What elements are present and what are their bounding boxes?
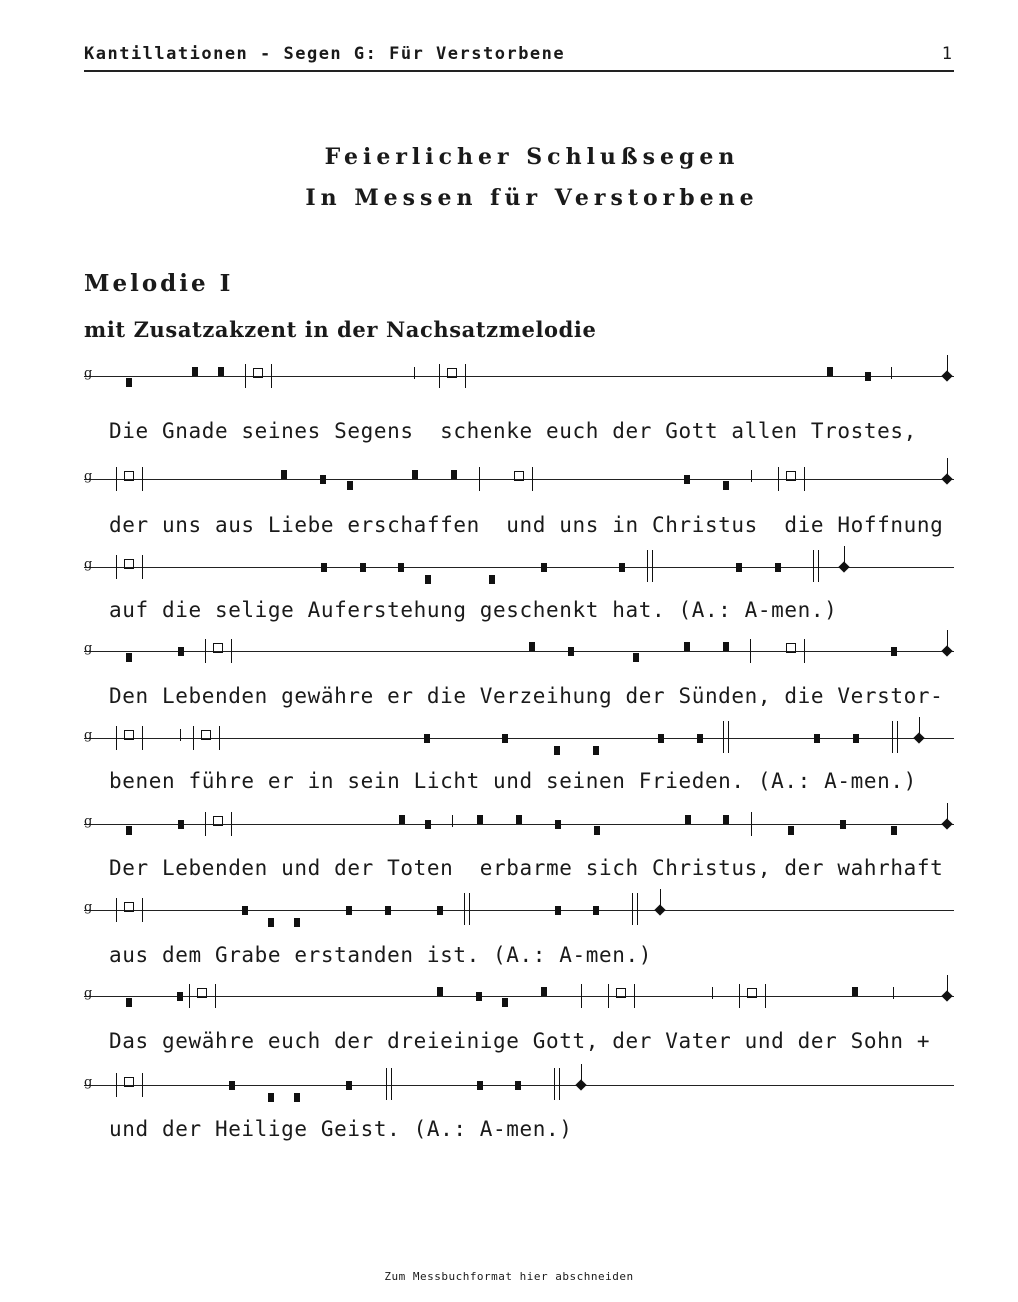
recitation-bar xyxy=(205,639,206,663)
chant-note xyxy=(477,815,483,824)
chant-note xyxy=(477,1081,483,1090)
recitation-bar xyxy=(193,726,194,750)
recitation-tone-square xyxy=(124,902,134,912)
chant-staff-4 xyxy=(84,640,954,664)
final-diamond-note xyxy=(838,561,849,572)
recitation-bar xyxy=(231,639,232,663)
recitation-bar xyxy=(479,467,480,491)
recitation-tone-square xyxy=(124,471,134,481)
clef-symbol: g xyxy=(84,728,93,743)
chant-note xyxy=(633,653,639,662)
accent-tick xyxy=(751,470,752,482)
clef-symbol: g xyxy=(84,557,93,572)
running-header-title: Kantillationen - Segen G: Für Verstorbene xyxy=(84,44,566,64)
final-diamond-note xyxy=(941,473,952,484)
chant-note xyxy=(412,470,418,479)
cut-instruction-footer: Zum Messbuchformat hier abschneiden xyxy=(384,1270,634,1283)
chant-note xyxy=(891,647,897,656)
chant-note xyxy=(619,563,625,572)
chant-note xyxy=(684,642,690,651)
recitation-bar xyxy=(231,812,232,836)
staff-line xyxy=(84,376,954,377)
recitation-bar xyxy=(765,984,766,1008)
chant-staff-8 xyxy=(84,985,954,1009)
chant-note xyxy=(541,987,547,996)
double-bar xyxy=(554,1068,560,1100)
recitation-tone-square xyxy=(786,471,796,481)
chant-staff-9 xyxy=(84,1074,954,1098)
recitation-bar xyxy=(804,639,805,663)
chant-note xyxy=(321,563,327,572)
chant-note xyxy=(723,642,729,651)
chant-note xyxy=(502,734,508,743)
chant-note xyxy=(126,378,132,387)
chant-note xyxy=(593,906,599,915)
recitation-bar xyxy=(116,555,117,579)
chant-note xyxy=(775,563,781,572)
text-line-4: Den Lebenden gewähre er die Verzeihung der Sünden, die Verstor- xyxy=(109,684,944,708)
recitation-tone-square xyxy=(447,368,457,378)
subheading: mit Zusatzakzent in der Nachsatzmelodie xyxy=(84,317,597,342)
page-title-line-2: In Messen für Verstorbene xyxy=(305,185,759,211)
final-diamond-note xyxy=(913,732,924,743)
accent-tick xyxy=(180,729,181,741)
chant-note xyxy=(865,372,871,381)
chant-staff-5 xyxy=(84,727,954,751)
chant-note xyxy=(502,998,508,1007)
chant-note xyxy=(852,987,858,996)
chant-note xyxy=(723,815,729,824)
chant-note xyxy=(541,563,547,572)
recitation-tone-square xyxy=(124,730,134,740)
page-number: 1 xyxy=(941,44,952,64)
double-bar xyxy=(647,550,653,582)
staff-line xyxy=(84,738,954,739)
chant-note xyxy=(516,815,522,824)
chant-note xyxy=(294,1093,300,1102)
double-bar xyxy=(892,721,898,753)
chant-note xyxy=(294,918,300,927)
running-header xyxy=(84,44,954,72)
recitation-bar xyxy=(189,984,190,1008)
clef-symbol: g xyxy=(84,641,93,656)
chant-note xyxy=(853,734,859,743)
chant-note xyxy=(555,906,561,915)
chant-note xyxy=(685,815,691,824)
chant-note xyxy=(218,367,224,376)
recitation-tone-square xyxy=(514,471,524,481)
chant-note xyxy=(684,475,690,484)
chant-staff-2 xyxy=(84,468,954,492)
recitation-tone-square xyxy=(124,559,134,569)
recitation-bar xyxy=(116,1073,117,1097)
chant-note xyxy=(360,563,366,572)
recitation-bar xyxy=(739,984,740,1008)
chant-note xyxy=(425,575,431,584)
chant-note xyxy=(489,575,495,584)
clef-symbol: g xyxy=(84,900,93,915)
recitation-bar xyxy=(142,467,143,491)
clef-symbol: g xyxy=(84,366,93,381)
chant-note xyxy=(178,820,184,829)
chant-note xyxy=(346,906,352,915)
chant-note xyxy=(268,1093,274,1102)
chant-note xyxy=(126,653,132,662)
accent-tick xyxy=(893,987,894,999)
accent-tick xyxy=(891,367,892,379)
final-diamond-note xyxy=(941,818,952,829)
chant-note xyxy=(476,992,482,1001)
chant-note xyxy=(385,906,391,915)
final-diamond-note xyxy=(941,990,952,1001)
recitation-bar xyxy=(634,984,635,1008)
chant-note xyxy=(437,987,443,996)
chant-staff-1 xyxy=(84,365,954,389)
chant-note xyxy=(515,1081,521,1090)
recitation-bar xyxy=(116,726,117,750)
text-line-2: der uns aus Liebe erschaffen und uns in Christus die Hoffnung xyxy=(109,513,944,537)
final-diamond-note xyxy=(654,904,665,915)
chant-note xyxy=(424,734,430,743)
double-bar xyxy=(386,1068,392,1100)
chant-note xyxy=(568,647,574,656)
recitation-bar xyxy=(751,812,752,836)
chant-note xyxy=(229,1081,235,1090)
double-bar xyxy=(813,550,819,582)
chant-note xyxy=(788,826,794,835)
text-line-8: Das gewähre euch der dreieinige Gott, der Vater und der Sohn + xyxy=(109,1029,931,1053)
final-diamond-note xyxy=(941,645,952,656)
recitation-bar xyxy=(215,984,216,1008)
accent-tick xyxy=(712,987,713,999)
chant-note xyxy=(555,820,561,829)
recitation-bar xyxy=(142,1073,143,1097)
chant-note xyxy=(451,470,457,479)
text-line-3: auf die selige Auferstehung geschenkt hat. (A.: A-men.) xyxy=(109,598,838,622)
chant-note xyxy=(814,734,820,743)
chant-note xyxy=(320,475,326,484)
chant-note xyxy=(126,826,132,835)
recitation-tone-square xyxy=(197,988,207,998)
text-line-9: und der Heilige Geist. (A.: A-men.) xyxy=(109,1117,573,1141)
clef-symbol: g xyxy=(84,469,93,484)
recitation-bar xyxy=(581,984,582,1008)
chant-note xyxy=(554,746,560,755)
page-title-line-1: Feierlicher Schlußsegen xyxy=(324,144,740,170)
recitation-tone-square xyxy=(786,643,796,653)
text-line-5: benen führe er in sein Licht und seinen Frieden. (A.: A-men.) xyxy=(109,769,917,793)
chant-note xyxy=(593,746,599,755)
chant-note xyxy=(594,826,600,835)
chant-note xyxy=(399,815,405,824)
recitation-bar xyxy=(205,812,206,836)
chant-note xyxy=(281,470,287,479)
recitation-bar xyxy=(465,364,466,388)
recitation-tone-square xyxy=(253,368,263,378)
recitation-bar xyxy=(778,467,779,491)
chant-note xyxy=(723,481,729,490)
recitation-bar xyxy=(245,364,246,388)
clef-symbol: g xyxy=(84,814,93,829)
recitation-bar xyxy=(608,984,609,1008)
chant-note xyxy=(178,647,184,656)
recitation-tone-square xyxy=(213,816,223,826)
chant-note xyxy=(840,820,846,829)
double-bar xyxy=(632,893,638,925)
chant-note xyxy=(529,642,535,651)
recitation-tone-square xyxy=(213,643,223,653)
staff-line xyxy=(84,567,954,568)
chant-note xyxy=(437,906,443,915)
recitation-tone-square xyxy=(124,1077,134,1087)
recitation-bar xyxy=(271,364,272,388)
chant-note xyxy=(697,734,703,743)
recitation-bar xyxy=(142,898,143,922)
chant-note xyxy=(346,1081,352,1090)
accent-tick xyxy=(414,367,415,379)
text-line-1: Die Gnade seines Segens schenke euch der Gott allen Trostes, xyxy=(109,419,917,443)
chant-note xyxy=(347,481,353,490)
chant-note xyxy=(177,992,183,1001)
double-bar xyxy=(723,721,729,753)
recitation-bar xyxy=(804,467,805,491)
recitation-bar xyxy=(219,726,220,750)
chant-note xyxy=(827,367,833,376)
final-diamond-note xyxy=(575,1079,586,1090)
recitation-bar xyxy=(750,639,751,663)
recitation-bar xyxy=(116,898,117,922)
chant-note xyxy=(425,820,431,829)
recitation-tone-square xyxy=(616,988,626,998)
staff-line xyxy=(84,910,954,911)
recitation-tone-square xyxy=(201,730,211,740)
recitation-bar xyxy=(439,364,440,388)
chant-staff-3 xyxy=(84,556,954,580)
clef-symbol: g xyxy=(84,986,93,1001)
recitation-bar xyxy=(532,467,533,491)
chant-staff-6 xyxy=(84,813,954,837)
chant-note xyxy=(658,734,664,743)
chant-note xyxy=(126,998,132,1007)
clef-symbol: g xyxy=(84,1075,93,1090)
recitation-bar xyxy=(116,467,117,491)
recitation-tone-square xyxy=(747,988,757,998)
chant-note xyxy=(736,563,742,572)
text-line-6: Der Lebenden und der Toten erbarme sich Christus, der wahrhaft xyxy=(109,856,944,880)
melodie-heading: Melodie I xyxy=(84,270,234,297)
chant-note xyxy=(192,367,198,376)
chant-staff-7 xyxy=(84,899,954,923)
recitation-bar xyxy=(142,726,143,750)
text-line-7: aus dem Grabe erstanden ist. (A.: A-men.) xyxy=(109,943,652,967)
accent-tick xyxy=(452,815,453,827)
chant-note xyxy=(398,563,404,572)
recitation-bar xyxy=(142,555,143,579)
chant-note xyxy=(242,906,248,915)
final-diamond-note xyxy=(941,370,952,381)
double-bar xyxy=(464,893,470,925)
chant-note xyxy=(891,826,897,835)
chant-note xyxy=(268,918,274,927)
